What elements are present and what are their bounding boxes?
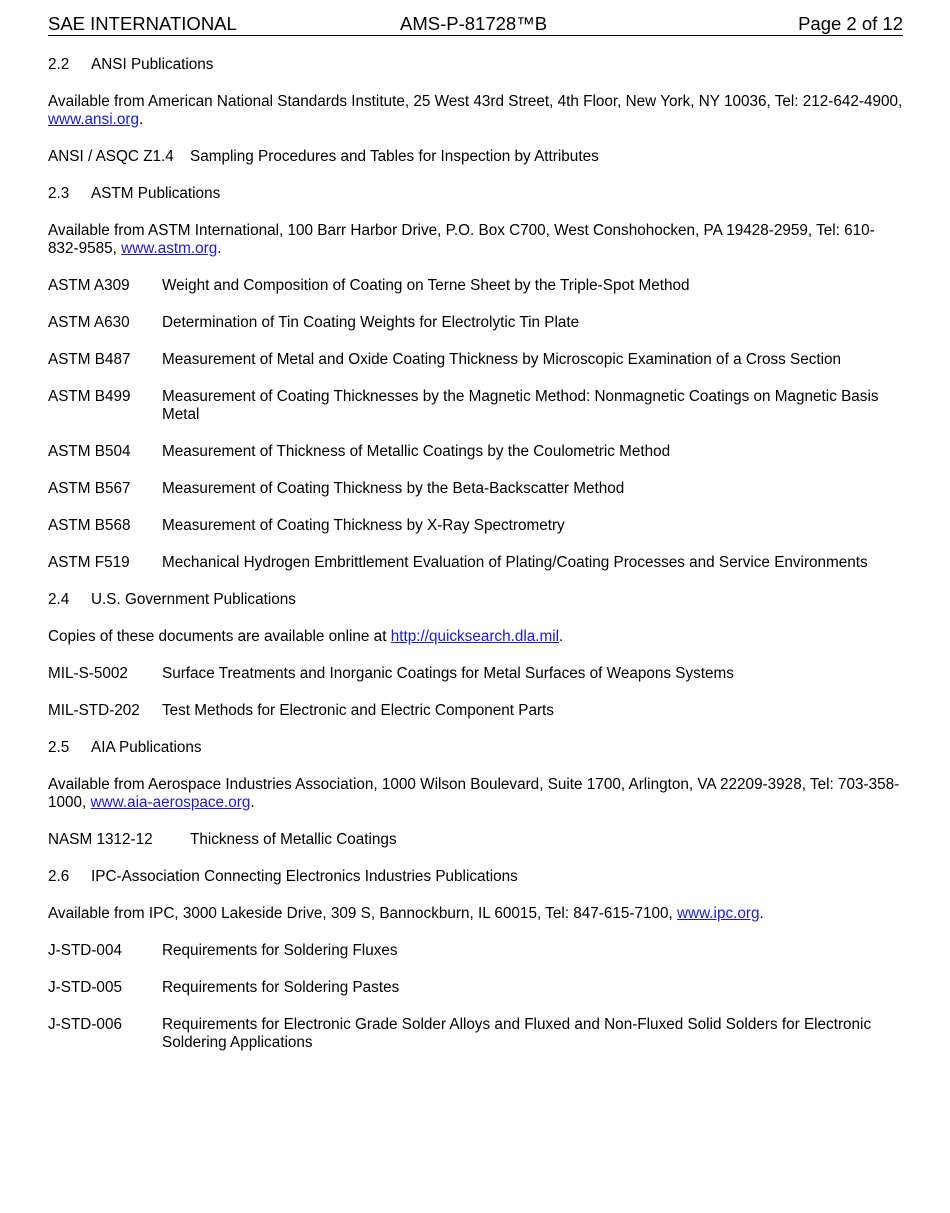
section-heading-2-2 <box>48 56 903 74</box>
section-number: 2.3 <box>48 185 70 202</box>
section-number: 2.5 <box>48 739 70 756</box>
availability-paragraph: Available from Aerospace Industries Association, 1000 Wilson Boulevard, Suite 1700, Arlington, VA 22209-3928, Tel: 703-358-1000, www.aia-aerospace.org. <box>48 776 900 811</box>
page-header <box>48 14 903 36</box>
reference-code: ASTM A630 <box>48 314 130 331</box>
reference-item <box>48 314 903 332</box>
reference-item <box>48 702 903 720</box>
availability-paragraph: Available from ASTM International, 100 Barr Harbor Drive, P.O. Box C700, West Conshohocken, PA 19428-2959, Tel: 610-832-9585, www.astm.org. <box>48 222 875 257</box>
reference-item <box>48 942 903 960</box>
section-heading-2-6 <box>48 868 903 886</box>
reference-item <box>48 665 903 683</box>
section-number: 2.2 <box>48 56 70 73</box>
document-body <box>48 56 903 1052</box>
section-heading-2-5 <box>48 739 903 757</box>
availability-paragraph: Available from IPC, 3000 Lakeside Drive, 309 S, Bannockburn, IL 60015, Tel: 847-615-7100, www.ipc.org. <box>48 905 764 922</box>
reference-title: Requirements for Electronic Grade Solder Alloys and Fluxed and Non-Fluxed Solid Solders for Electronic Soldering Applications <box>162 1016 872 1051</box>
quicksearch-link[interactable]: http://quicksearch.dla.mil <box>390 628 560 645</box>
reference-code: ASTM F519 <box>48 554 130 571</box>
reference-title: Measurement of Coating Thickness by the Beta-Backscatter Method <box>162 480 625 497</box>
reference-code: J-STD-005 <box>48 979 122 996</box>
reference-item <box>48 831 903 849</box>
reference-code: J-STD-004 <box>48 942 122 959</box>
section-number: 2.6 <box>48 868 70 885</box>
reference-item <box>48 148 903 166</box>
reference-code: MIL-STD-202 <box>48 702 140 719</box>
aia-link[interactable]: www.aia-aerospace.org <box>90 794 251 811</box>
reference-code: ASTM B504 <box>48 443 131 460</box>
section-number: 2.4 <box>48 591 70 608</box>
section-title: IPC-Association Connecting Electronics Industries Publications <box>91 868 518 885</box>
reference-title: Test Methods for Electronic and Electric Component Parts <box>162 702 554 719</box>
reference-title: Measurement of Coating Thicknesses by the Magnetic Method: Nonmagnetic Coatings on Magnetic Basis Metal <box>162 388 879 423</box>
reference-title: Weight and Composition of Coating on Terne Sheet by the Triple-Spot Method <box>162 277 690 294</box>
reference-title: Measurement of Coating Thickness by X-Ray Spectrometry <box>162 517 565 534</box>
astm-link[interactable]: www.astm.org <box>121 240 218 257</box>
header-page-number: Page 2 of 12 <box>798 13 903 34</box>
reference-code: ASTM B568 <box>48 517 131 534</box>
reference-code: ANSI / ASQC Z1.4 <box>48 148 174 165</box>
section-heading-2-3 <box>48 185 903 203</box>
reference-code: ASTM B487 <box>48 351 131 368</box>
reference-title: Determination of Tin Coating Weights for Electrolytic Tin Plate <box>162 314 580 331</box>
reference-title: Thickness of Metallic Coatings <box>190 831 397 848</box>
ipc-link[interactable]: www.ipc.org <box>677 905 760 922</box>
reference-title: Measurement of Thickness of Metallic Coatings by the Coulometric Method <box>162 443 671 460</box>
reference-item <box>48 351 903 369</box>
reference-title: Measurement of Metal and Oxide Coating Thickness by Microscopic Examination of a Cross Section <box>162 351 842 368</box>
header-doc-id: AMS-P-81728™B <box>400 13 548 34</box>
ansi-link[interactable]: www.ansi.org <box>48 111 139 128</box>
reference-item <box>48 554 903 572</box>
reference-item <box>48 388 903 424</box>
availability-paragraph: Copies of these documents are available online at http://quicksearch.dla.mil. <box>48 628 564 645</box>
reference-code: J-STD-006 <box>48 1016 122 1033</box>
reference-item <box>48 979 903 997</box>
section-heading-2-4 <box>48 591 903 609</box>
header-org: SAE INTERNATIONAL <box>48 13 237 34</box>
reference-item <box>48 517 903 535</box>
reference-item <box>48 1016 903 1052</box>
reference-item <box>48 443 903 461</box>
reference-code: ASTM B499 <box>48 388 131 405</box>
reference-item <box>48 480 903 498</box>
reference-title: Requirements for Soldering Fluxes <box>162 942 398 959</box>
reference-title: Requirements for Soldering Pastes <box>162 979 400 996</box>
reference-title: Sampling Procedures and Tables for Inspection by Attributes <box>190 148 599 165</box>
section-title: ANSI Publications <box>91 56 214 73</box>
section-title: AIA Publications <box>91 739 202 756</box>
reference-code: MIL-S-5002 <box>48 665 128 682</box>
reference-code: ASTM A309 <box>48 277 130 294</box>
reference-code: NASM 1312-12 <box>48 831 153 848</box>
document-page <box>48 14 903 1052</box>
section-title: ASTM Publications <box>91 185 221 202</box>
availability-paragraph: Available from American National Standards Institute, 25 West 43rd Street, 4th Floor, New York, NY 10036, Tel: 212-642-4900, www.ansi.org. <box>48 93 903 128</box>
reference-title: Mechanical Hydrogen Embrittlement Evaluation of Plating/Coating Processes and Service Environments <box>162 554 868 571</box>
reference-item <box>48 277 903 295</box>
reference-title: Surface Treatments and Inorganic Coatings for Metal Surfaces of Weapons Systems <box>162 665 734 682</box>
section-title: U.S. Government Publications <box>91 591 296 608</box>
reference-code: ASTM B567 <box>48 480 131 497</box>
